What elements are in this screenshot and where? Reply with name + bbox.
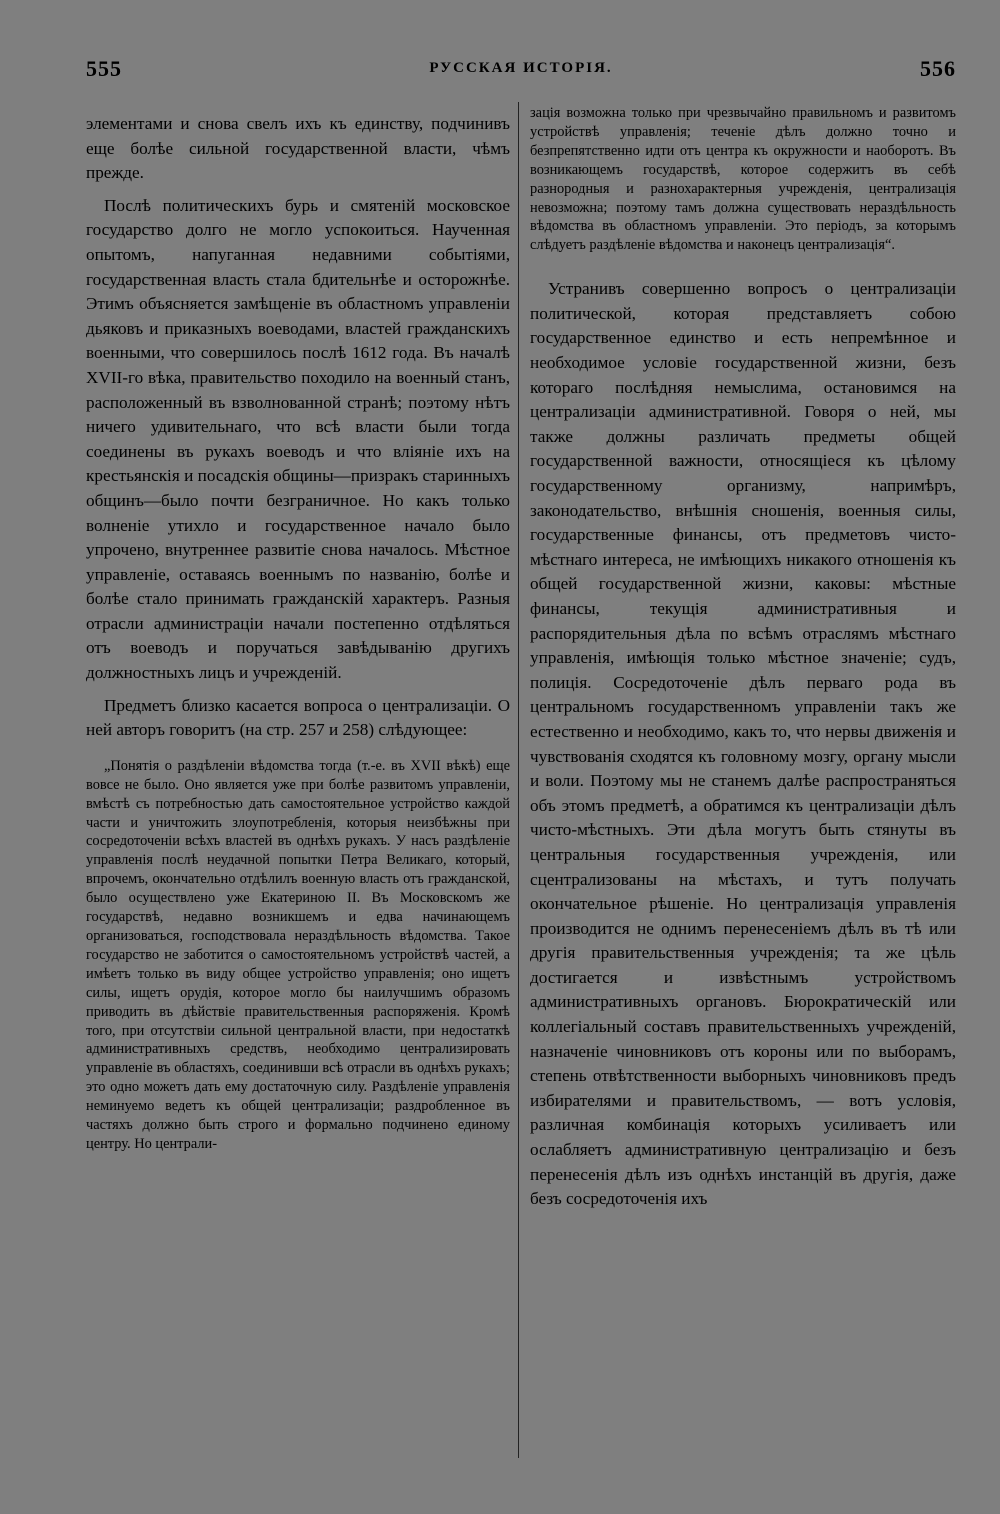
paragraph: элементами и снова свелъ ихъ къ единству, подчинивъ еще болѣе сильной государственной власти, чѣмъ прежде. xyxy=(86,114,510,183)
left-column xyxy=(86,112,510,1154)
paragraph: Послѣ политическихъ бурь и смятеній московское государство долго не могло успокоиться. Наученная опытомъ, напуганная недавними событіями, государственная власть стала бдительнѣе и осторожнѣе. Этимъ объясняется замѣщеніе въ областномъ управленіи дьяковъ и приказныхъ воеводами, властей гражданскихъ военными, что совершилось послѣ 1612 года. Въ началѣ XVII-го вѣка, правительство походило на военный станъ, расположенный въ взволнованной странѣ; поэтому нѣтъ ничего удивительнаго, что всѣ власти были тогда соединены въ рукахъ воеводъ и что вліяніе ихъ на крестьянскія и посадскія общины—призракъ старинныхъ общинъ—было почти безграничное. Но какъ только волненіе утихло и государственное начало было упрочено, внутреннее развитіе снова началось. Мѣстное управленіе, оставаясь военнымъ по названію, болѣе и болѣе стало принимать гражданскій характеръ. Разныя отрасли администраціи начали постепенно отдѣляться отъ воеводъ и поручаться завѣдыванію другихъ должностныхъ лицъ и учрежденій. xyxy=(86,195,510,683)
running-title: РУССКАЯ ИСТОРІЯ. xyxy=(429,60,613,76)
column-divider xyxy=(518,102,519,1458)
page-number-left: 555 xyxy=(86,56,122,81)
page-number-right: 556 xyxy=(920,56,956,81)
block-quote: „Понятія о раздѣленіи вѣдомства тогда (т.-е. въ XVII вѣкѣ) еще вовсе не было. Оно является уже при болѣе развитомъ управленіи, вмѣстѣ съ потребностью дать самостоятельное устройство каждой части и уничтожить злоупотребленія, которыя неизбѣжны при сосредоточеніи всѣхъ властей въ однѣхъ рукахъ. У насъ раздѣленіе управленія послѣ неудачной попытки Петра Великаго, который, впрочемъ, окончательно отдѣлилъ военную власть отъ гражданской, было осуществлено уже Екатериною II. Въ Московскомъ же государствѣ, недавно возникшемъ и едва начинающемъ организоваться, господствовала нераздѣльность вѣдомства. Такое государство не заботится о самостоятельномъ устройствѣ частей, а имѣетъ только въ виду общее устройство управленія; оно ищетъ силы, ищетъ орудія, которое могло бы наилучшимъ образомъ приводить въ дѣйствіе правительственныя распоряженія. Кромѣ того, при отсутствіи сильной центральной власти, при недостаткѣ административныхъ средствъ, необходимо централизировать управленіе въ областяхъ, соединивши всѣ отрасли въ однѣхъ рукахъ; это одно можетъ дать ему достаточную силу. Раздѣленіе управленія неминуемо ведетъ къ общей централизаціи; раздробленное въ частяхъ должно быть строго и формально подчинено единому центру. Но централи- xyxy=(86,757,510,1152)
right-column xyxy=(530,104,956,1212)
paragraph: Предметъ близко касается вопроса о централизаціи. О ней авторъ говоритъ (на стр. 257 и 258) слѣдующее: xyxy=(86,695,510,740)
page-header xyxy=(86,56,956,86)
block-quote-continued: зація возможна только при чрезвычайно правильномъ и развитомъ устройствѣ управленія; теченіе дѣлъ должно точно и безпрепятственно идти отъ центра къ окружности и наоборотъ. Въ возникающемъ государствѣ, которое содержитъ въ себѣ разнородныя и разнохарактерныя учрежденія, централизація невозможна; поэтому тамъ должна существовать нераздѣльность вѣдомства въ областномъ управленіи. Это періодъ, за которымъ слѣдуетъ раздѣленіе вѣдомства и наконецъ централизація“. xyxy=(530,105,956,254)
paragraph: Устранивъ совершенно вопросъ о централизаціи политической, которая представляетъ собою государственное единство и есть непремѣнное и необходимое условіе государственной жизни, безъ котораго послѣдняя немыслима, остановимся на централизаціи административной. Говоря о ней, мы также должны различать предметы общей государственной важности, относящіеся къ цѣлому государственному организму, напримѣръ, законодательство, внѣшнія сношенія, военныя силы, государственные финансы, отъ предметовъ чисто-мѣстнаго интереса, не имѣющихъ никакого отношенія къ общей государственной жизни, каковы: мѣстные финансы, текущія административныя и распорядительныя дѣла по всѣмъ отраслямъ мѣстнаго управленія, имѣющія только мѣстное значеніе; судъ, полиція. Сосредоточеніе дѣлъ перваго рода въ центральномъ государственномъ управленіи такъ же естественно и необходимо, какъ то, что нервы движенія и чувствованія сходятся къ головному мозгу, органу мысли и воли. Поэтому мы не станемъ далѣе распространяться объ этомъ предметѣ, а обратимся къ централизаціи дѣлъ чисто-мѣстныхъ. Эти дѣла могутъ быть стянуты въ центральныя государственныя учрежденія, или сцентрализованы на мѣстахъ, и тутъ получать окончательное рѣшеніе. Но централизація управленія производится не однимъ перенесеніемъ дѣлъ въ тѣ или другія правительственныя учрежденія; та же цѣль достигается и извѣстнымъ устройствомъ административныхъ органовъ. Бюрократическій или коллегіальный составъ правительственныхъ учрежденій, назначеніе чиновниковъ отъ короны или по выборамъ, степень отвѣтственности выборныхъ чиновниковъ предъ избирателями и правительствомъ, — вотъ условія, различная комбинація которыхъ усиливаетъ или ослабляетъ административную централизацію и безъ перенесенія дѣлъ изъ однѣхъ инстанцій въ другія, даже безъ сосредоточенія ихъ xyxy=(530,279,956,1209)
